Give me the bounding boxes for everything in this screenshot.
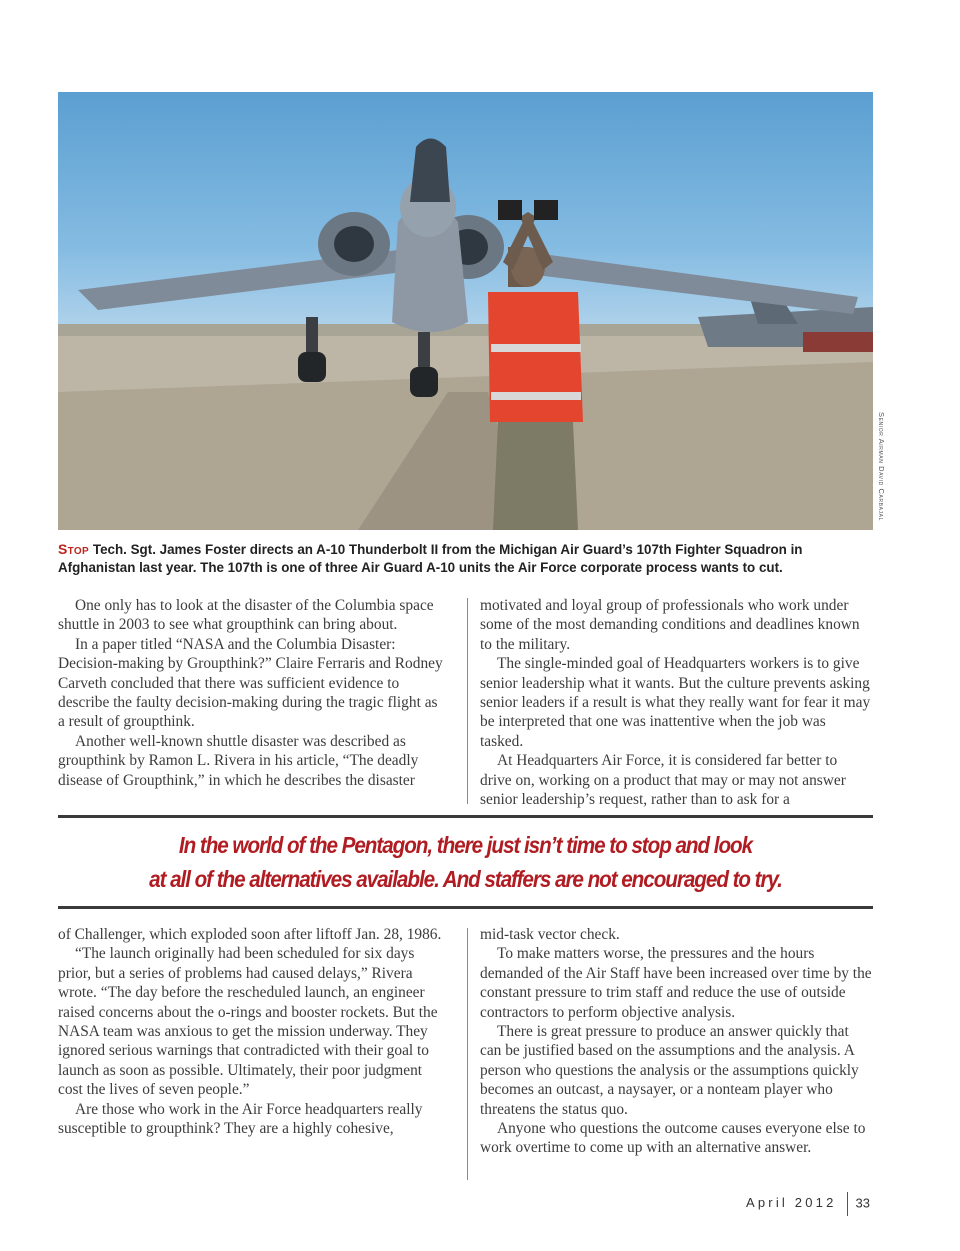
issue-date: April 2012: [745, 1195, 837, 1211]
bottom-right-column: [480, 925, 872, 1158]
paragraph: There is great pressure to produce an answer quickly that can be justified based on the assumptions and the analysis. A person who questions the analysis or the assumptions quickly becomes an outcast, a naysayer, or a nonteam player who threatens the status quo.: [480, 1023, 859, 1118]
caption-text: Tech. Sgt. James Foster directs an A-10 Thunderbolt II from the Michigan Air Guard’s 107th Fighter Squadron in Afghanistan last year. The 107th is one of three Air Guard A-10 units the Air Force corporate process wants to cut.: [58, 542, 803, 575]
footer-separator: [847, 1192, 848, 1216]
caption-tag: Stop: [58, 541, 89, 557]
paragraph: “The launch originally had been scheduled for six days prior, but a series of problems had caused delays,” Rivera wrote. “The day before the rescheduled launch, an engineer raised concerns about the o-rings and booster rockets. But the NASA team was anxious to get the mission underway. They ignored serious warnings that contradicted with their goal to launch as soon as possible. Ultimately, their poor judgment cost the lives of seven people.”: [58, 945, 438, 1099]
photo-illustration: [58, 92, 873, 530]
paragraph: At Headquarters Air Force, it is considered far better to drive on, working on a product that may or may not answer senior leadership’s request, rather than to ask for a: [480, 752, 846, 809]
paragraph: motivated and loyal group of professionals who work under some of the most demanding conditions and deadlines known to the military.: [480, 597, 860, 653]
column-divider: [467, 598, 468, 804]
a10-aircraft-photo: [58, 92, 873, 530]
paragraph: The single-minded goal of Headquarters workers is to give senior leadership what it wants. But the culture prevents asking senior leaders if a result is what they really want for fear it may be interpreted that one was inattentive when the job was tasked.: [480, 655, 871, 750]
pull-quote-line-1: In the world of the Pentagon, there just isn’t time to stop and look: [178, 832, 753, 858]
bottom-left-column: [58, 925, 448, 1138]
pull-quote: [107, 828, 824, 896]
paragraph: In a paper titled “NASA and the Columbia Disaster: Decision-making by Groupthink?” Claire Ferraris and Rodney Carveth concluded that there was sufficient evidence to describe the faulty decision-making during the tragic flight as a result of groupthink.: [58, 635, 443, 731]
photo-credit-text: Senior Airman David Carbajal: [877, 412, 886, 521]
paragraph: Another well-known shuttle disaster was described as groupthink by Ramon L. Rivera in his article, “The deadly disease of Groupthink,” in which he describes the disaster: [58, 732, 419, 789]
page-number: 33: [855, 1195, 870, 1211]
paragraph: Anyone who questions the outcome causes everyone else to work overtime to come up with an alternative answer.: [480, 1120, 866, 1157]
paragraph: To make matters worse, the pressures and the hours demanded of the Air Staff have been increased over time by the constant pressure to trim staff and reduce the use of outside contractors to perform objective analysis.: [480, 945, 872, 1021]
paragraph: of Challenger, which exploded soon after liftoff Jan. 28, 1986.: [58, 926, 442, 943]
column-divider: [467, 928, 468, 1180]
pull-quote-rule-bottom: [58, 906, 873, 909]
photo-caption: [58, 540, 873, 577]
top-right-column: [480, 596, 872, 809]
paragraph: One only has to look at the disaster of the Columbia space shuttle in 2003 to see what groupthink can bring about.: [58, 597, 434, 634]
paragraph: mid-task vector check.: [480, 926, 620, 943]
photo-credit: [873, 412, 889, 530]
page-footer: [746, 1192, 870, 1216]
pull-quote-rule-top: [58, 815, 873, 818]
top-left-column: [58, 596, 448, 790]
paragraph: Are those who work in the Air Force headquarters really susceptible to groupthink? They are a highly cohesive,: [58, 1100, 423, 1138]
pull-quote-line-2: at all of the alternatives available. And staffers are not encouraged to try.: [149, 866, 782, 892]
